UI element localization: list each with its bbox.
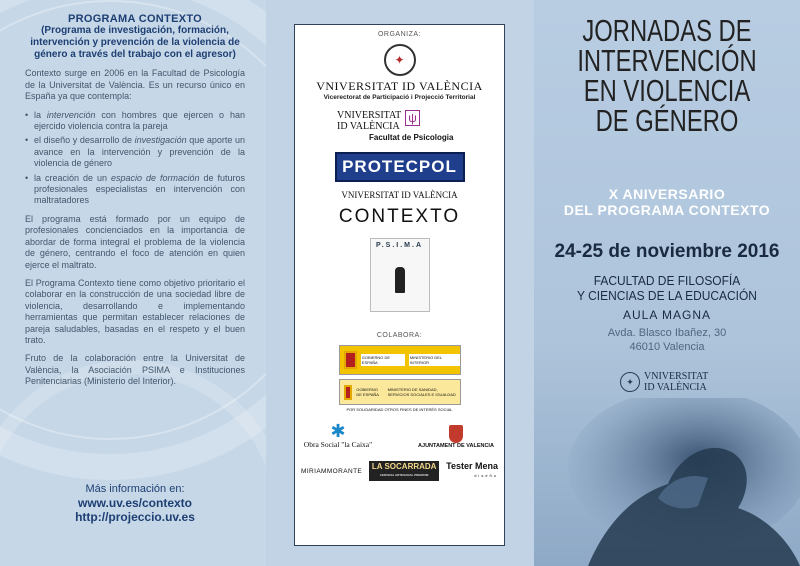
psy-uv-line1: VNIVERSITAT <box>337 110 402 121</box>
program-subheading: (Programa de investigación, formación, intervención y prevención de la violencia de género a través del trabajo con el agresor) <box>30 25 240 61</box>
protecpol-logo: PROTECPOL <box>335 152 465 182</box>
protecpol-sub <box>295 183 504 187</box>
contexto-logo: CONTEXTO <box>338 206 461 227</box>
bullet-item: • la intervención con hombres que ejercen o han ejercido violencia contra la pareja <box>25 110 245 133</box>
psychology-faculty: Facultat de Psicologia <box>369 133 454 142</box>
address-line1: Avda. Blasco Ibañez, 30 <box>607 327 727 339</box>
bullet-item: • la creación de un espacio de formación de futuros profesionales especialistas en intervención con maltratadores <box>25 173 245 207</box>
title-line: EN VIOLENCIA <box>583 74 751 108</box>
caixa-text: Obra Social "la Caixa" <box>303 440 373 449</box>
anniversary-text <box>534 186 800 218</box>
title-line: DE GÉNERO <box>595 104 739 138</box>
uv-logo-line2: ID VALÈNCIA <box>644 382 707 393</box>
spain-shield-icon <box>344 351 357 369</box>
tester-sub: diseño <box>474 473 498 478</box>
psychology-logo <box>337 110 504 132</box>
projeccio-link[interactable]: http://projeccio.uv.es <box>75 510 195 524</box>
gov-interior-logo <box>339 345 461 375</box>
address-line2: 46010 Valencia <box>629 341 705 353</box>
star-icon: ✱ <box>330 421 346 441</box>
tester-text: Tester Mena <box>446 461 498 471</box>
psy-uv-line2: ID VALÈNCIA <box>337 121 400 132</box>
faculty-line2: Y CIENCIAS DE LA EDUCACIÓN <box>577 288 757 303</box>
distressed-person-photo <box>548 398 800 566</box>
ajuntament-logo <box>416 425 496 449</box>
venue-address <box>534 326 800 354</box>
socarrada-text: LA SOCARRADA <box>371 462 437 471</box>
colabora-label: COLABORA: <box>376 332 423 339</box>
valencia-crest-icon <box>449 425 463 443</box>
psi-icon: ψ <box>405 110 420 126</box>
middle-panel <box>266 0 534 566</box>
uv-logo-line1: VNIVERSITAT <box>644 371 709 382</box>
uv-vicerectorat: Vicerectorat de Participació i Projecció Territorial <box>323 94 476 101</box>
sponsors-row <box>303 422 496 449</box>
uv-name: VNIVERSITAT ID VALÈNCIA <box>316 79 483 93</box>
socarrada-logo <box>369 461 440 481</box>
gov-text: GOBIERNO DE ESPAÑA <box>356 387 379 397</box>
solidarity-checkbox-text: POR SOLIDARIDAD OTROS FINES DE INTERÉS SOCIAL <box>346 407 453 412</box>
university-seal-icon: ✦ <box>620 372 640 392</box>
gov-text: GOBIERNO DE ESPAÑA <box>361 354 405 366</box>
socarrada-sub: CERVESA ARTESANAL PREMIUM <box>379 473 429 477</box>
psima-logo <box>370 238 430 312</box>
contexto-link[interactable]: www.uv.es/contexto <box>77 496 193 510</box>
gov-ministry-text: MINISTERIO DE SANIDAD, SERVICIOS SOCIALES E IGUALDAD <box>387 387 456 397</box>
program-description <box>25 14 245 395</box>
more-info <box>40 482 230 524</box>
venue-faculty <box>545 273 790 303</box>
psima-text: P.S.I.M.A <box>375 242 424 249</box>
miriammorante-logo: MIRIAMMORANTE <box>301 467 363 475</box>
anniv-line2: DEL PROGRAMA CONTEXTO <box>563 202 771 218</box>
anniv-line1: X ANIVERSARIO <box>608 186 726 202</box>
event-title <box>563 16 770 136</box>
bullet-list <box>25 110 245 207</box>
event-date: 24-25 de noviembre 2016 <box>554 241 780 262</box>
organiza-label: ORGANIZA: <box>377 31 421 38</box>
sponsors-box <box>294 24 505 546</box>
venue-room: AULA MAGNA <box>622 308 712 322</box>
tester-mena-logo <box>446 462 498 480</box>
spain-shield-icon <box>344 385 353 400</box>
title-line: INTERVENCIÓN <box>577 44 757 78</box>
title-line: JORNADAS DE <box>582 14 752 48</box>
collaboration-paragraph: Fruto de la colaboración entre la Universitat de València, la Asociación PSIMA e Instituciones Penitenciarias (Ministerio del Interior). <box>25 353 245 387</box>
faculty-line1: FACULTAD DE FILOSOFÍA <box>593 273 741 288</box>
bullet-item: • el diseño y desarrollo de investigación que aporte un avance en la intervención y prevención de la violencia de género <box>25 135 245 169</box>
uv-logo <box>620 371 708 393</box>
intro-paragraph: Contexto surge en 2006 en la Facultad de Psicología de la Universitat de València. Es un recurso único en España ya que contempla: <box>25 68 245 102</box>
objective-paragraph: El Programa Contexto tiene como objetivo prioritario el colaborar en la construcción de una sociedad libre de violencia, desarrollando e implementando herramientas que permitan establecer relaciones de pareja saludables, basadas en el respeto y el buen trato. <box>25 277 245 345</box>
gov-ministry-text: MINISTERIO DEL INTERIOR <box>409 354 460 366</box>
ajuntament-text: AJUNTAMENT DE VALENCIA <box>418 443 494 449</box>
program-heading: PROGRAMA CONTEXTO <box>67 13 203 25</box>
team-paragraph: El programa está formado por un equipo de profesionales concienciados en la importancia de abordar de forma integral el problema de la violencia de género, centrando el foco de atención en quien ejerce el maltrato. <box>25 213 245 270</box>
bottom-sponsors-row <box>301 461 498 481</box>
figure-icon <box>395 267 405 293</box>
uv-name-small: VNIVERSITAT ID VALÈNCIA <box>341 190 458 200</box>
university-seal-icon: ✦ <box>384 44 416 76</box>
caixa-logo <box>303 422 373 449</box>
left-panel <box>0 0 266 566</box>
right-panel <box>534 0 800 566</box>
more-info-label: Más información en: <box>85 483 185 495</box>
gov-sanidad-logo <box>339 379 461 405</box>
